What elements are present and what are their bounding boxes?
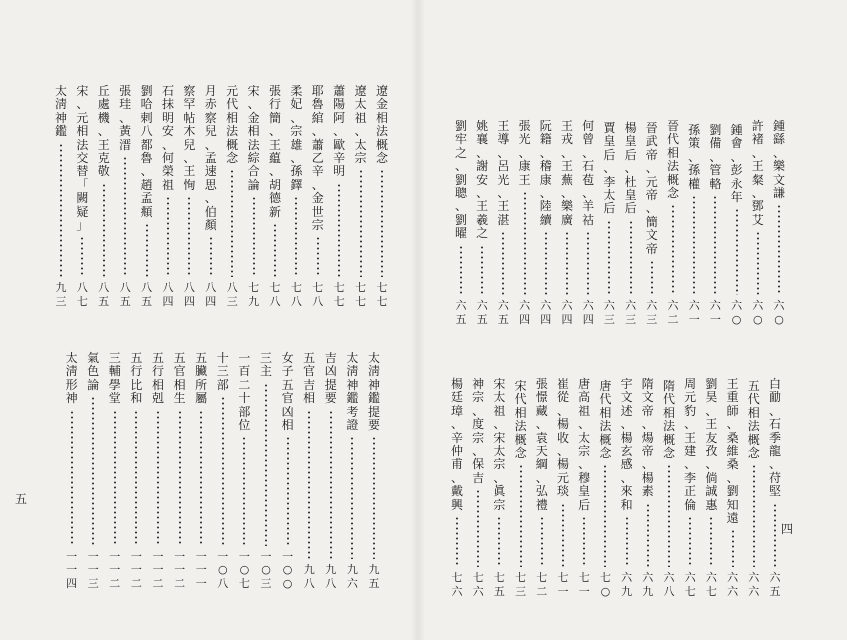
toc-page-number: 六 一	[688, 299, 700, 326]
toc-leader-dots	[71, 410, 73, 546]
toc-page-number: 七 九	[248, 281, 260, 308]
toc-leader-dots	[243, 436, 245, 545]
toc-entry	[539, 120, 553, 326]
page-number-right: 四	[781, 522, 794, 536]
toc-entry	[645, 122, 659, 326]
toc-leader-dots	[381, 169, 383, 277]
toc-title: 元 代 相 法 概 念	[226, 84, 239, 165]
toc-leader-dots	[330, 410, 332, 560]
toc-title: 唐 高 祖 、 太 宗 、 穆 皇 后	[578, 377, 591, 512]
toc-leader-dots	[351, 436, 353, 559]
toc-page-number: 七 六	[472, 571, 484, 598]
toc-leader-dots	[222, 396, 224, 546]
toc-page-number: 七 五	[493, 571, 505, 598]
toc-page-number: 七 二	[536, 571, 548, 598]
toc-entry	[598, 380, 612, 598]
toc-entry	[450, 378, 464, 598]
toc-title: 白 勔 、 石 季 龍 、 苻 堅	[768, 377, 781, 499]
toc-title: 五 官 吉 相	[303, 351, 316, 406]
toc-entry	[345, 352, 359, 590]
toc-leader-dots	[587, 231, 589, 295]
toc-entry	[375, 85, 389, 308]
toc-entry	[768, 378, 782, 598]
toc-page-number: 六 五	[497, 299, 509, 326]
toc-entry	[54, 85, 68, 308]
toc-page-number: 六 一	[709, 299, 721, 326]
toc-entry	[216, 352, 230, 590]
toc-page-number: 九 五	[368, 563, 380, 590]
toc-page-number: 八 四	[162, 281, 174, 308]
toc-title: 柔 妃 、 宗 雄 、 孫 鐸	[290, 84, 303, 192]
toc-entry	[332, 85, 346, 308]
toc-title: 阮 籍 、 稽 康 、 陸 續	[539, 119, 552, 227]
toc-page-number: 六 七	[705, 571, 717, 598]
toc-title: 遼 太 祖 、 太 宗	[354, 84, 367, 165]
toc-page-number: 七 八	[312, 281, 324, 308]
toc-page-number: 七 三	[515, 571, 527, 598]
toc-page-number: 一 一 二	[174, 549, 186, 590]
toc-page-number: 七 一	[557, 571, 569, 598]
toc-entry	[204, 85, 218, 308]
toc-page-number: 一 ○ 八	[217, 549, 229, 590]
toc-page-number: 八 七	[76, 281, 88, 308]
toc-page-number: 六 四	[561, 299, 573, 326]
toc-title: 王 導 、 呂 光 、 王 湛	[497, 119, 510, 227]
toc-page-number: 七 八	[269, 281, 281, 308]
toc-title: 蕭 陽 阿 、 歐 辛 明	[333, 84, 346, 179]
toc-leader-dots	[373, 436, 375, 559]
toc-leader-dots	[167, 196, 169, 277]
toc-entry	[687, 124, 701, 326]
toc-leader-dots	[124, 156, 126, 277]
toc-title: 宋 、 金 相 法 綜 合 論	[247, 84, 260, 192]
toc-title: 張 行 簡 、 王 藴 、 胡 德 新	[268, 84, 281, 219]
toc-title: 鍾 繇 、 樂 文 謙	[772, 119, 785, 200]
toc-page-number: 一 一 二	[109, 549, 121, 590]
toc-page-number: 六 五	[476, 299, 488, 326]
toc-leader-dots	[714, 195, 716, 295]
toc-page-number: 七 八	[290, 281, 302, 308]
toc-leader-dots	[456, 516, 458, 567]
toc-title: 太 淸 形 神	[65, 351, 78, 406]
toc-title: 姚 襄 、 謝 安 、 王 羲 之	[476, 119, 489, 241]
toc-page-number: 六 九	[621, 571, 633, 598]
toc-page-number: 六 九	[642, 571, 654, 598]
toc-title: 五 行 比 和	[130, 351, 143, 406]
toc-entry	[259, 352, 273, 590]
toc-entry	[302, 352, 316, 590]
toc-leader-dots	[157, 410, 159, 546]
toc-leader-dots	[753, 464, 755, 567]
toc-title: 何 曾 、 石 苞 、 羊 祜	[582, 119, 595, 227]
toc-leader-dots	[253, 196, 255, 277]
toc-leader-dots	[647, 503, 649, 568]
toc-leader-dots	[338, 183, 340, 277]
toc-page-number: 一 ○ ○	[282, 549, 294, 590]
toc-entry	[624, 122, 638, 326]
toc-leader-dots	[60, 143, 62, 278]
toc-title: 三 主	[259, 351, 272, 379]
toc-page-number: 六 二	[667, 299, 679, 326]
toc-entry	[726, 378, 740, 598]
toc-entry	[751, 120, 765, 326]
toc-page-number: 七 六	[451, 571, 463, 598]
toc-title: 隋 文 帝 、 煬 帝 、 楊 素	[641, 377, 654, 499]
toc-entry	[367, 352, 381, 590]
toc-page-number: 九 八	[303, 563, 315, 590]
toc-leader-dots	[736, 208, 738, 295]
toc-title: 王 戎 、 王 蕪 、 樂 廣	[560, 119, 573, 227]
toc-page-number: 八 五	[141, 281, 153, 308]
toc-page-number: 一 一 二	[130, 549, 142, 590]
toc-page-number: 六 ○	[731, 299, 743, 326]
toc-page-number: 一 一 二	[152, 549, 164, 590]
toc-title: 石 抹 明 安 、 何 榮 祖	[161, 84, 174, 192]
toc-entry	[247, 85, 261, 308]
toc-page-number: 六 七	[684, 571, 696, 598]
toc-leader-dots	[179, 410, 181, 546]
toc-entry	[620, 378, 634, 598]
toc-title: 唐 代 相 法 概 念	[599, 379, 612, 460]
toc-entry	[311, 85, 325, 308]
toc-entry	[471, 378, 485, 598]
toc-page-number: 一 一 一	[195, 549, 207, 590]
toc-page-number: 一 一 四	[66, 549, 78, 590]
toc-leader-dots	[608, 220, 610, 295]
toc-page-number: 七 七	[333, 281, 345, 308]
toc-title: 五 官 相 生	[173, 351, 186, 406]
toc-leader-dots	[200, 410, 202, 546]
toc-entry	[730, 124, 744, 326]
toc-entry	[683, 378, 697, 598]
toc-entry	[772, 120, 786, 326]
toc-leader-dots	[604, 464, 606, 567]
toc-leader-dots	[265, 383, 267, 546]
toc-leader-dots	[672, 204, 674, 295]
toc-page-number: 九 三	[55, 281, 67, 308]
toc-entry	[161, 85, 175, 308]
toc-title: 崔 從 、 楊 收 、 楊 元 琰	[556, 377, 569, 499]
toc-title: 孫 策 、 孫 權	[688, 123, 701, 191]
page-gutter	[411, 0, 425, 640]
toc-title: 劉 哈 剌 八 都 魯 、 趙 孟 頫	[140, 84, 153, 219]
toc-page-number: 七 ○	[599, 571, 611, 598]
toc-entry	[747, 380, 761, 598]
toc-page-number: 八 三	[226, 281, 238, 308]
toc-title: 遼 金 相 法 概 念	[375, 84, 388, 165]
toc-leader-dots	[146, 223, 148, 277]
toc-title: 五 代 相 法 概 念	[747, 379, 760, 460]
toc-entry	[324, 352, 338, 590]
toc-title: 太 淸 神 鑑 提 要	[367, 351, 380, 432]
toc-leader-dots	[710, 516, 712, 567]
toc-entry	[289, 85, 303, 308]
toc-leader-dots	[520, 464, 522, 567]
toc-title: 張 憬 藏 、 袁 天 綱 、 弘 禮	[535, 377, 548, 512]
toc-title: 吉 凶 提 要	[324, 351, 337, 406]
toc-title: 五 行 相 剋	[151, 351, 164, 406]
toc-page-number: 九 八	[325, 563, 337, 590]
toc-title: 太 淸 神 鑑 考 證	[346, 351, 359, 432]
toc-leader-dots	[732, 529, 734, 567]
toc-page-number: 六 三	[646, 299, 658, 326]
toc-entry	[268, 85, 282, 308]
toc-entry	[518, 120, 532, 326]
toc-entry	[129, 352, 143, 590]
toc-entry	[108, 352, 122, 590]
toc-leader-dots	[92, 396, 94, 546]
toc-leader-dots	[498, 516, 500, 567]
toc-leader-dots	[774, 503, 776, 568]
toc-leader-dots	[295, 196, 297, 277]
toc-title: 耶 魯 綰 、 蕭 乙 辛 、 金 世 宗	[311, 84, 324, 232]
toc-page-number: 六 五	[455, 299, 467, 326]
toc-title: 許 褚 、 王 粲 、 鄧 艾	[751, 119, 764, 227]
toc-page-number: 六 四	[582, 299, 594, 326]
toc-page-number: 八 五	[98, 281, 110, 308]
toc-leader-dots	[630, 220, 632, 295]
toc-entry	[225, 85, 239, 308]
toc-leader-dots	[287, 436, 289, 545]
toc-title: 五 臟 所 屬	[195, 351, 208, 406]
toc-entry	[556, 378, 570, 598]
toc-entry	[194, 352, 208, 590]
toc-leader-dots	[317, 236, 319, 277]
toc-leader-dots	[135, 410, 137, 546]
toc-entry	[475, 120, 489, 326]
toc-entry	[560, 120, 574, 326]
toc-title: 宋 、 元 相 法 交 替 「 闕 疑 」	[76, 84, 89, 232]
toc-leader-dots	[757, 231, 759, 295]
toc-entry	[140, 85, 154, 308]
toc-leader-dots	[231, 169, 233, 277]
toc-entry	[75, 85, 89, 308]
toc-leader-dots	[81, 236, 83, 277]
toc-entry	[86, 352, 100, 590]
toc-title: 晉 代 相 法 概 念	[666, 119, 679, 200]
toc-leader-dots	[188, 196, 190, 277]
toc-entry	[496, 120, 510, 326]
toc-title: 察 罕 帖 木 兒 、 王 恂	[183, 84, 196, 192]
toc-leader-dots	[583, 516, 585, 567]
toc-title: 楊 皇 后 、 杜 皇 后	[624, 121, 637, 216]
toc-title: 劉 備 、 管 輅	[709, 123, 722, 191]
toc-leader-dots	[308, 410, 310, 560]
toc-page-number: 六 三	[603, 299, 615, 326]
toc-entry	[581, 120, 595, 326]
toc-entry	[704, 378, 718, 598]
toc-page-number: 六 八	[663, 571, 675, 598]
toc-title: 劉 昊 、 王 友 孜 、 倘 誠 惠	[705, 377, 718, 512]
toc-title: 宋 太 祖 、 宋 太 宗 、 眞 宗	[493, 377, 506, 512]
toc-title: 張 光 、 康 王	[518, 119, 531, 187]
toc-title: 周 元 豹 、 王 建 、 李 正 倫	[684, 377, 697, 512]
page-number-left: 五	[15, 492, 28, 506]
toc-entry	[151, 352, 165, 590]
toc-page-number: 八 四	[183, 281, 195, 308]
toc-page-number: 六 ○	[752, 299, 764, 326]
toc-title: 王 重 師 、 桑 維 桑 、 劉 知 遠	[726, 377, 739, 525]
toc-title: 宇 文 述 、 楊 玄 感 、 來 和	[620, 377, 633, 512]
toc-entry	[281, 352, 295, 590]
toc-entry	[577, 378, 591, 598]
toc-leader-dots	[566, 231, 568, 295]
toc-page-number: 六 六	[727, 571, 739, 598]
toc-title: 女 子 五 官 凶 相	[281, 351, 294, 432]
toc-leader-dots	[460, 245, 462, 296]
toc-entry	[535, 378, 549, 598]
toc-entry	[514, 380, 528, 598]
toc-page-number: 一 一 三	[87, 549, 99, 590]
toc-title: 劉 牢 之 、 劉 聰 、 劉 曜	[454, 119, 467, 241]
toc-title: 十 三 部	[216, 351, 229, 392]
toc-entry	[182, 85, 196, 308]
toc-entry	[492, 378, 506, 598]
toc-page-number: 六 三	[625, 299, 637, 326]
toc-page-number: 七 七	[376, 281, 388, 308]
toc-leader-dots	[778, 204, 780, 295]
toc-entry	[97, 85, 111, 308]
toc-leader-dots	[545, 231, 547, 295]
toc-entry	[173, 352, 187, 590]
toc-leader-dots	[651, 260, 653, 295]
toc-title: 氣 色 論	[87, 351, 100, 392]
toc-page-number: 六 五	[769, 571, 781, 598]
toc-title: 賈 皇 后 、 李 太 后	[603, 121, 616, 216]
toc-entry	[662, 380, 676, 598]
toc-title: 張 珪 、 黃 溍	[119, 84, 132, 152]
toc-title: 神 宗 、 度 宗 、 保 吉	[472, 377, 485, 485]
toc-entry	[118, 85, 132, 308]
toc-page-number: 一 ○ 三	[260, 549, 272, 590]
toc-leader-dots	[626, 516, 628, 567]
toc-title: 隋 代 相 法 概 念	[662, 379, 675, 460]
toc-leader-dots	[114, 410, 116, 546]
toc-title: 楊 廷 璋 、 辛 仲 甫 、 戴 興	[450, 377, 463, 512]
toc-page-number: 六 ○	[773, 299, 785, 326]
toc-title: 丘 處 機 、 王 克 敬	[97, 84, 110, 179]
toc-entry	[708, 124, 722, 326]
toc-leader-dots	[502, 231, 504, 295]
toc-leader-dots	[210, 236, 212, 277]
toc-entry	[354, 85, 368, 308]
toc-page-number: 九 六	[346, 563, 358, 590]
toc-page-number: 八 五	[119, 281, 131, 308]
toc-page-number: 六 六	[748, 571, 760, 598]
toc-title: 宋 代 相 法 概 念	[514, 379, 527, 460]
toc-title: 鍾 會 、 彭 永 年	[730, 123, 743, 204]
toc-leader-dots	[360, 169, 362, 277]
toc-leader-dots	[689, 516, 691, 567]
toc-page-number: 七 一	[578, 571, 590, 598]
toc-leader-dots	[477, 489, 479, 567]
toc-leader-dots	[562, 503, 564, 568]
toc-leader-dots	[541, 516, 543, 567]
toc-leader-dots	[668, 464, 670, 567]
toc-page-number: 一 ○ 七	[238, 549, 250, 590]
toc-title: 月 赤 察 兒 、 孟 速 思 、 伯 顏	[204, 84, 217, 232]
toc-title: 太 淸 神 鑑	[54, 84, 67, 139]
toc-leader-dots	[524, 191, 526, 295]
toc-leader-dots	[481, 245, 483, 296]
toc-page-number: 六 四	[519, 299, 531, 326]
toc-entry	[641, 378, 655, 598]
toc-title: 晉 武 帝 、 元 帝 、 簡 文 帝	[645, 121, 658, 256]
toc-leader-dots	[274, 223, 276, 277]
toc-leader-dots	[103, 183, 105, 277]
toc-page-number: 八 四	[205, 281, 217, 308]
toc-entry	[65, 352, 79, 590]
toc-leader-dots	[693, 195, 695, 295]
toc-entry	[602, 122, 616, 326]
toc-title: 三 輔 學 堂	[108, 351, 121, 406]
toc-entry	[454, 120, 468, 326]
toc-title: 一 百 二 十 部 位	[238, 351, 251, 432]
toc-entry	[237, 352, 251, 590]
toc-page-number: 六 四	[540, 299, 552, 326]
toc-page-number: 七 七	[355, 281, 367, 308]
toc-entry	[666, 120, 680, 326]
